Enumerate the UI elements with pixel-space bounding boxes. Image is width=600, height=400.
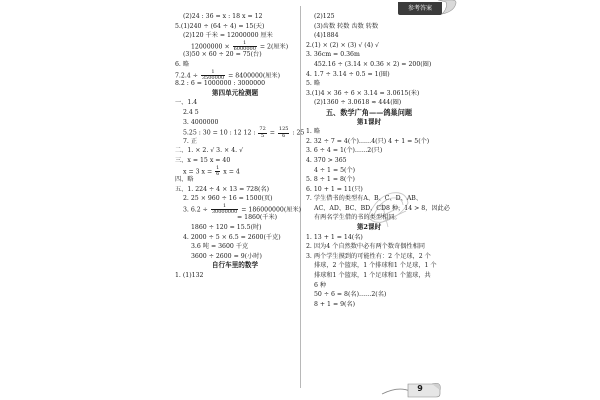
answer-line: 5.(1)240 ÷ (64 ÷ 4) = 15(天) [175, 22, 265, 30]
page-curl-decoration [438, 0, 458, 16]
answer-line: 五、1. 224 ÷ 4 × 13 = 728(名) [175, 185, 270, 193]
answer-line: 2. 32 ÷ 7 = 4(个)……4(只) 4 + 1 = 5(个) [306, 137, 430, 145]
text-segment: 12000000 × [191, 43, 232, 51]
section-heading: 第四单元检测题 [211, 88, 259, 97]
fraction-numerator: 1 [216, 164, 220, 171]
header-tab: 参考答案 [398, 2, 442, 15]
answer-line: 3.(1)4 × 36 ÷ 6 × 3.14 = 3.0615(米) [306, 89, 420, 97]
text-segment: 7.2.4 ÷ [175, 72, 200, 80]
section-heading: 自行车里的数学 [211, 261, 259, 270]
answer-line: 二、1. × 2. √ 3. × 4. √ [175, 147, 244, 155]
answer-line: 1. 13 + 1 = 14(名) [306, 233, 363, 241]
answer-line: 8.2 : 6 = 1000000 : 3000000 [175, 80, 266, 88]
lesson-heading: 第2课时 [356, 223, 382, 232]
fraction-numerator: 72 [259, 126, 266, 133]
fraction-denominator: 6000000 [233, 46, 256, 53]
fraction-numerator: 1 [201, 70, 225, 77]
answer-line: 5. 略 [306, 80, 321, 88]
right-column [306, 12, 450, 309]
answer-line: 8 + 1 = 9(名) [314, 300, 356, 308]
text-segment: = 186000000(厘米) [239, 206, 302, 214]
answer-line: (2)1360 ÷ 3.0618 ≈ 444(圈) [314, 99, 402, 107]
answer-line: 2.4 5 [183, 108, 199, 116]
answer-line: 6. 10 + 1 = 11(只) [306, 185, 363, 193]
answer-line: 4. 1.7 ÷ 3.14 ÷ 0.5 = 1(圈) [306, 70, 390, 78]
answer-line-fraction [175, 70, 295, 80]
answer-line: 有两名学生借的书的类型相同。 [314, 214, 401, 222]
answer-line: 排球和1 个篮球，1 个足球和1 个篮球，共 [314, 272, 431, 280]
column-divider [300, 6, 301, 388]
fraction [278, 127, 290, 139]
text-segment: x = 4 [221, 168, 240, 175]
fraction-numerator: 125 [278, 126, 289, 133]
fraction-denominator: 3500000 [201, 75, 225, 82]
fraction [258, 127, 266, 139]
answer-line: 1. (1)132 [175, 272, 204, 280]
answer-line: 排球，2 个篮球，1 个排球和1 个足球，1 个 [314, 262, 437, 270]
text-segment: : 25 [290, 129, 305, 137]
answer-line: 2. 因为4 个自然数中必有两个数奇偶性相同 [306, 243, 425, 251]
answer-line: 7. 学生借书的类型有A、B、C、D、AB、 [306, 195, 423, 203]
text-segment: 3. 6.2 ÷ [183, 206, 210, 214]
watermark-stamp [362, 187, 414, 233]
text-segment: = 2(厘米) [257, 43, 289, 51]
answer-line: 三、x = 15 x = 40 [175, 156, 231, 164]
answer-line: (4)1884 [314, 32, 339, 40]
chapter-heading: 五、数学广角——鸽巢问题 [325, 107, 413, 117]
answer-line: (2)120 千米 = 12000000 厘米 [183, 32, 273, 40]
text-segment: = [267, 129, 277, 137]
answer-line: 6. 略 [175, 60, 190, 68]
answer-line: (2)125 [314, 13, 335, 20]
answer-line: 452.16 ÷ (3.14 × 0.36 × 2) = 200(圈) [314, 60, 432, 68]
answer-line: 6 种 [314, 281, 327, 289]
answer-line: 一、1.4 [175, 99, 198, 107]
left-column [175, 12, 305, 281]
fraction-denominator: 5 [261, 132, 265, 139]
fraction-numerator: 1 [233, 41, 257, 48]
fraction-denominator: 6 [282, 132, 286, 139]
answer-line: (3)50 × 60 ÷ 20 = 75(台) [183, 51, 262, 59]
answer-line: AC、AD、BC、BD、CD8 种，14 > 8，因此必 [314, 204, 450, 212]
answer-line: 4. 2000 ÷ 5 × 6.5 = 2600(千克) [183, 233, 281, 241]
answer-line: 1860 ÷ 120 = 15.5(时) [191, 224, 262, 232]
answer-line: 四、略 [175, 176, 194, 184]
page-number: 9 [417, 384, 423, 393]
answer-line: 3. 6 ÷ 4 = 1(个)……2(只) [306, 147, 383, 155]
answer-line-fraction [175, 202, 302, 216]
fraction-denominator: 30000000 [211, 209, 238, 216]
answer-line: 5. 8 ÷ 1 = 8(个) [306, 176, 355, 184]
answer-line-fraction [175, 166, 295, 176]
answer-line: = 1860(千米) [237, 214, 278, 222]
fraction-denominator: 6 [216, 171, 220, 177]
answer-line: 4 ÷ 1 = 5(个) [314, 166, 356, 174]
fraction [211, 204, 238, 216]
answer-line: (2)24 : 36 = x : 18 x = 12 [183, 13, 263, 20]
answer-line: 2.(1) × (2) × (3) √ (4) √ [306, 41, 379, 49]
answer-line: 4. 370 > 365 [306, 156, 347, 164]
answer-line: 2. 25 × 960 ÷ 16 = 1500(页) [183, 195, 273, 203]
answer-line: 3600 ÷ 2600 = 9(小时) [191, 252, 262, 260]
answer-line-fraction [175, 41, 295, 51]
text-segment: x = 3 x = [183, 168, 215, 175]
answer-line: 3. 4000000 [183, 118, 219, 126]
answer-line-fraction [175, 126, 305, 139]
answer-line: (3)齿数 转数 齿数 转数 [314, 22, 379, 30]
text-segment: = 8400000(厘米) [226, 72, 281, 80]
text-segment: 5.25 : 30 = 10 : 12 12 : [183, 129, 258, 137]
answer-line: 7. 正 [183, 137, 198, 145]
answer-line: 3. 36cm = 0.36m [306, 51, 360, 59]
lesson-heading: 第1课时 [356, 117, 382, 126]
fraction [215, 166, 220, 178]
answer-line: 3. 两个学生摸到的可能性有：2 个足球，2 个 [306, 252, 431, 260]
fraction-numerator: 1 [211, 204, 238, 211]
answer-line: 50 ÷ 6 = 8(名)……2(名) [314, 291, 387, 299]
answer-line: 3.6 吨 = 3600 千克 [191, 243, 249, 251]
answer-line: 1. 略 [306, 128, 321, 136]
